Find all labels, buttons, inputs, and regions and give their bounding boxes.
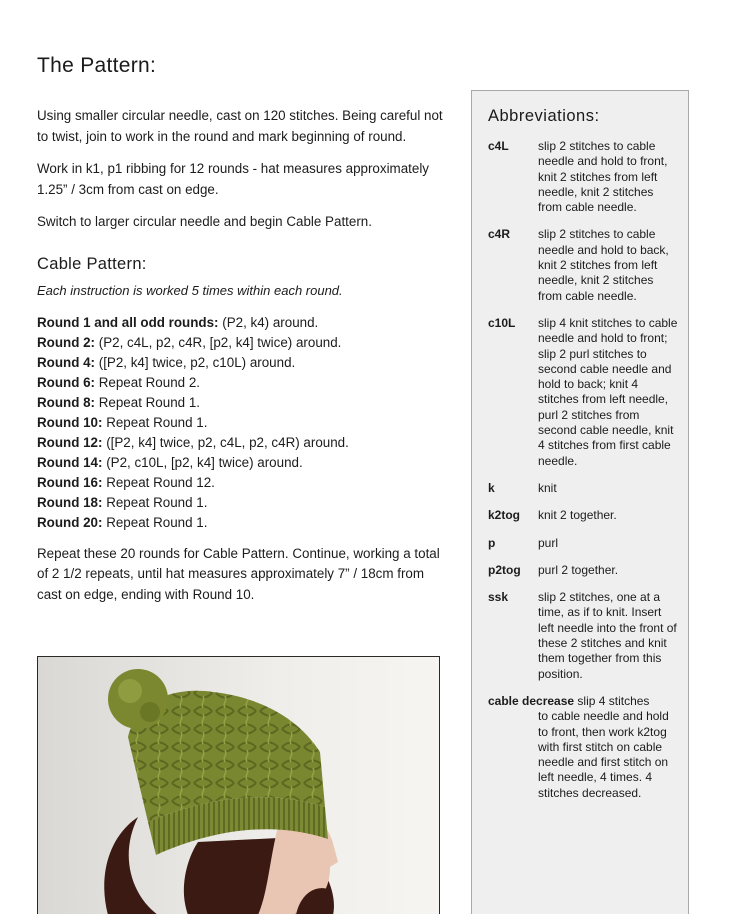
abbreviation-definition: slip 2 stitches to cable needle and hold to front, knit 2 stitches from left needle, knit 2 stitches from cable needle. [538,139,668,215]
pompom-highlight [118,679,142,703]
round-line [37,453,447,473]
abbreviation-term: c10L [488,315,516,330]
abbreviation-definition: slip 4 knit stitches to cable needle and hold to front; slip 2 purl stitches to second cable needle and hold to back; knit 4 stitches from left needle, purl 2 stitches from second cable needle, knit 4 stitches from first cable needle. [538,315,678,468]
round-label: Round 8: [37,394,96,410]
round-line [37,493,447,513]
round-label: Round 20: [37,514,103,530]
abbreviation-definition: purl [538,535,559,550]
pompom-shadow [140,702,160,722]
round-list [37,313,447,533]
paragraph-repeat: Repeat these 20 rounds for Cable Pattern. Continue, working a total of 2 1/2 repeats, until hat measures approximately 7” / 18cm from cast on edge, ending with Round 10. [37,545,440,602]
hat-photo-illustration [38,657,440,914]
abbreviation-term: c4L [488,139,509,153]
abbreviation-definition: knit 2 together. [538,508,617,523]
round-line [37,413,447,433]
abbreviations-panel [471,90,689,914]
round-line [37,473,447,493]
round-text: Repeat Round 1. [102,514,208,530]
abbreviation-item [488,139,678,215]
round-text: (P2, c4L, p2, c4R, [p2, k4] twice) around. [95,334,342,350]
paragraph-cast-on: Using smaller circular needle, cast on 120 stitches. Being careful not to twist, join to work in the round and mark beginning of round. [37,108,443,144]
round-label: Round 14: [37,454,103,470]
abbreviation-item [488,481,678,496]
paragraph-switch-needle: Switch to larger circular needle and begin Cable Pattern. [37,214,372,229]
round-label: Round 18: [37,494,103,510]
round-line [37,353,447,373]
abbreviation-item [488,563,678,578]
round-text: Repeat Round 1. [102,414,208,430]
round-text: Repeat Round 12. [102,474,215,490]
cable-pattern-heading: Cable Pattern: [37,254,147,273]
abbreviation-definition: slip 2 stitches to cable needle and hold to back, knit 2 stitches from left needle, knit 2 stitches from cable needle. [538,227,669,303]
round-line [37,313,447,333]
abbreviation-item [488,590,678,682]
round-label: Round 4: [37,354,96,370]
round-label: Round 6: [37,374,96,390]
round-text: (P2, k4) around. [218,314,319,330]
round-label: Round 2: [37,334,96,350]
abbreviation-item [488,536,678,551]
abbreviation-item [488,227,678,303]
round-line [37,373,447,393]
abbreviation-item [488,316,678,469]
round-text: Repeat Round 2. [95,374,200,390]
round-line [37,393,447,413]
round-text: (P2, c10L, [p2, k4] twice) around. [102,454,303,470]
paragraph-ribbing: Work in k1, p1 ribbing for 12 rounds - hat measures approximately 1.25” / 3cm from cast on edge. [37,161,429,197]
round-line [37,513,447,533]
instructions-column [37,106,447,617]
round-line [37,433,447,453]
abbreviation-term: k2tog [488,508,521,523]
round-text: Repeat Round 1. [102,494,208,510]
round-label: Round 12: [37,434,103,450]
abbreviation-term: p [488,535,496,550]
abbreviation-definition: slip 2 stitches, one at a time, as if to knit. Insert left needle into the front of these 2 stitches and knit them together from this position. [538,590,677,681]
abbreviation-definition-rest: to cable needle and hold to front, then work k2tog with first stitch on cable needle and first stitch on left needle, 4 times. 4 stitches decreased. [538,709,669,800]
round-label: Round 1 and all odd rounds: [37,314,219,330]
abbreviation-term: c4R [488,227,511,242]
abbreviation-list [488,139,678,801]
abbreviation-item [488,508,678,523]
round-line [37,333,447,353]
abbreviations-heading: Abbreviations: [488,107,600,125]
round-text: ([P2, k4] twice, p2, c10L) around. [95,354,296,370]
abbreviation-term: ssk [488,590,509,605]
round-text: ([P2, k4] twice, p2, c4L, p2, c4R) around. [102,434,349,450]
round-label: Round 10: [37,414,103,430]
abbreviation-term: p2tog [488,562,521,577]
page-title: The Pattern: [37,54,157,77]
abbreviation-definition: purl 2 together. [538,562,619,577]
round-label: Round 16: [37,474,103,490]
abbreviation-term: cable decrease [488,693,575,708]
cable-pattern-intro: Each instruction is worked 5 times within each round. [37,282,343,298]
abbreviation-definition-first: slip 4 stitches [577,693,650,708]
abbreviation-definition: knit [538,480,557,495]
hat-photo [37,656,440,914]
abbreviation-item-cable-decrease [488,694,678,801]
abbreviation-term: k [488,480,495,495]
round-text: Repeat Round 1. [95,394,200,410]
